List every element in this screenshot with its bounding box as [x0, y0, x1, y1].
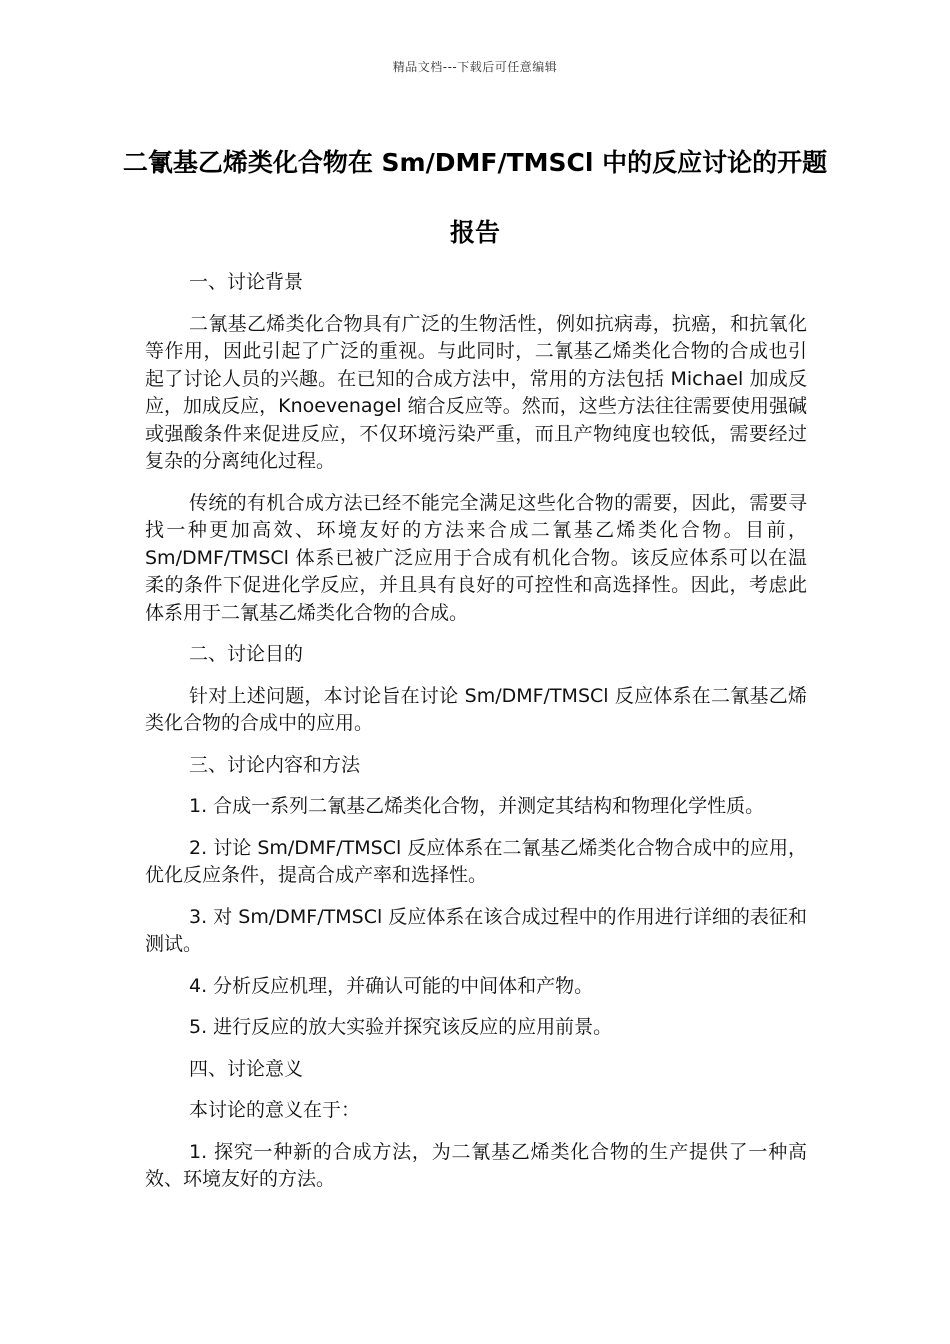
list-item-content-1: 1. 合成一系列二氰基乙烯类化合物，并测定其结构和物理化学性质。: [189, 795, 765, 817]
paragraph-background-1: 二氰基乙烯类化合物具有广泛的生物活性，例如抗病毒，抗癌，和抗氧化等作用，因此引起了广泛的重视。与此同时，二氰基乙烯类化合物的合成也引起了讨论人员的兴趣。在已知的合成方法中，常用的方法包括 Michael 加成反应，加成反应，Knoevenagel 缩合反应等。然而，这些方法往往需要使用强碱或强酸条件来促进反应，不仅环境污染严重，而且产物纯度也较低，需要经过复杂的分离纯化过程。: [145, 312, 807, 472]
list-item-content-3: 3. 对 Sm/DMF/TMSCl 反应体系在该合成过程中的作用进行详细的表征和测试。: [145, 905, 807, 955]
paragraph-background-2: 传统的有机合成方法已经不能完全满足这些化合物的需要，因此，需要寻找一种更加高效、环境友好的方法来合成二氰基乙烯类化合物。目前，Sm/DMF/TMSCl 体系已被广泛应用于合成有机化合物。该反应体系可以在温柔的条件下促进化学反应，并且具有良好的可控性和高选择性。因此，考虑此体系用于二氰基乙烯类化合物的合成。: [145, 491, 807, 624]
section-heading-content-methods: 三、讨论内容和方法: [189, 753, 361, 776]
section-heading-purpose: 二、讨论目的: [189, 643, 304, 665]
header-note: 精品文档---下载后可任意编辑: [392, 60, 558, 74]
paragraph-purpose: 针对上述问题，本讨论旨在讨论 Sm/DMF/TMSCl 反应体系在二氰基乙烯类化合物的合成中的应用。: [145, 684, 807, 734]
paragraph-significance-intro: 本讨论的意义在于：: [189, 1099, 361, 1121]
document-title: 二氰基乙烯类化合物在 Sm/DMF/TMSCl 中的反应讨论的开题报告: [122, 148, 828, 247]
section-heading-significance: 四、讨论意义: [189, 1057, 304, 1080]
list-item-content-2: 2. 讨论 Sm/DMF/TMSCl 反应体系在二氰基乙烯类化合物合成中的应用，优化反应条件，提高合成产率和选择性。: [145, 836, 807, 886]
list-item-significance-1: 1. 探究一种新的合成方法，为二氰基乙烯类化合物的生产提供了一种高效、环境友好的方法。: [145, 1140, 807, 1190]
section-heading-background: 一、讨论背景: [189, 271, 304, 293]
list-item-content-4: 4. 分析反应机理，并确认可能的中间体和产物。: [189, 974, 594, 997]
document-body: [145, 269, 807, 1208]
list-item-content-5: 5. 进行反应的放大实验并探究该反应的应用前景。: [189, 1016, 613, 1038]
